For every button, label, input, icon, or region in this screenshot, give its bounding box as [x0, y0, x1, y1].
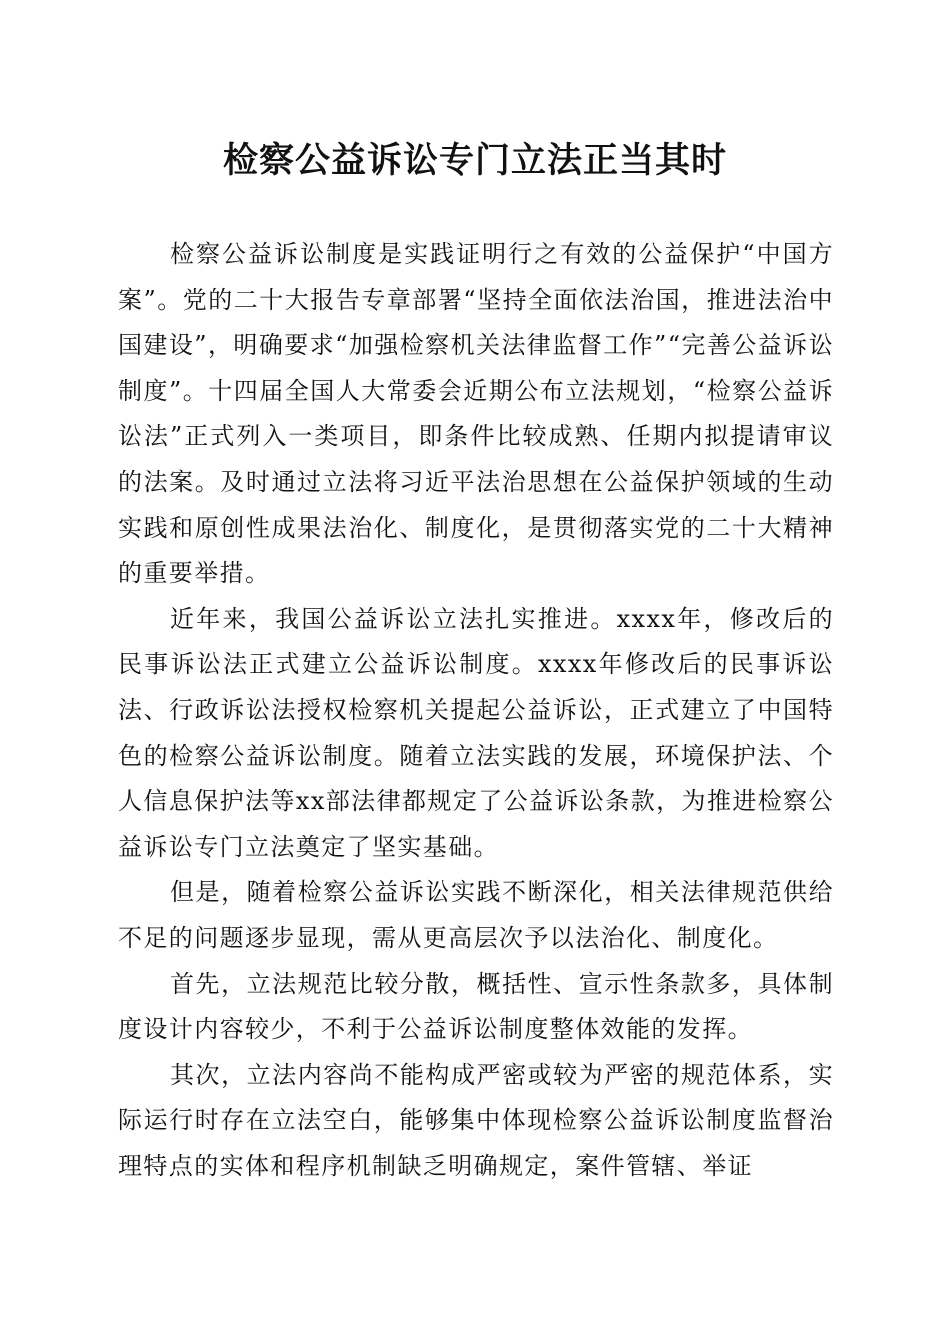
paragraph-3: 但是，随着检察公益诉讼实践不断深化，相关法律规范供给不足的问题逐步显现，需从更高层次予以法治化、制度化。 [118, 878, 834, 952]
paragraph-1: 检察公益诉讼制度是实践证明行之有效的公益保护“中国方案”。党的二十大报告专章部署“坚持全面依法治国，推进法治中国建设”，明确要求“加强检察机关法律监督工作”“完善公益诉讼制度”。十四届全国人大常委会近期公布立法规划，“检察公益诉讼法”正式列入一类项目，即条件比较成熟、任期内拟提请审议的法案。及时通过立法将习近平法治思想在公益保护领域的生动实践和原创性成果法治化、制度化，是贯彻落实党的二十大精神的重要举措。 [118, 240, 834, 588]
paragraph-2: 近年来，我国公益诉讼立法扎实推进。xxxx年，修改后的民事诉讼法正式建立公益诉讼制度。xxxx年修改后的民事诉讼法、行政诉讼法授权检察机关提起公益诉讼，正式建立了中国特色的检察公益诉讼制度。随着立法实践的发展，环境保护法、个人信息保护法等xx部法律都规定了公益诉讼条款，为推进检察公益诉讼专门立法奠定了坚实基础。 [118, 604, 834, 861]
document-title: 检察公益诉讼专门立法正当其时 [222, 140, 727, 181]
paragraph-5: 其次，立法内容尚不能构成严密或较为严密的规范体系，实际运行时存在立法空白，能够集中体现检察公益诉讼制度监督治理特点的实体和程序机制缺乏明确规定，案件管辖、举证 [118, 1060, 834, 1180]
document-body [118, 232, 834, 1189]
paragraph-4: 首先，立法规范比较分散，概括性、宣示性条款多，具体制度设计内容较少，不利于公益诉讼制度整体效能的发挥。 [118, 969, 834, 1044]
